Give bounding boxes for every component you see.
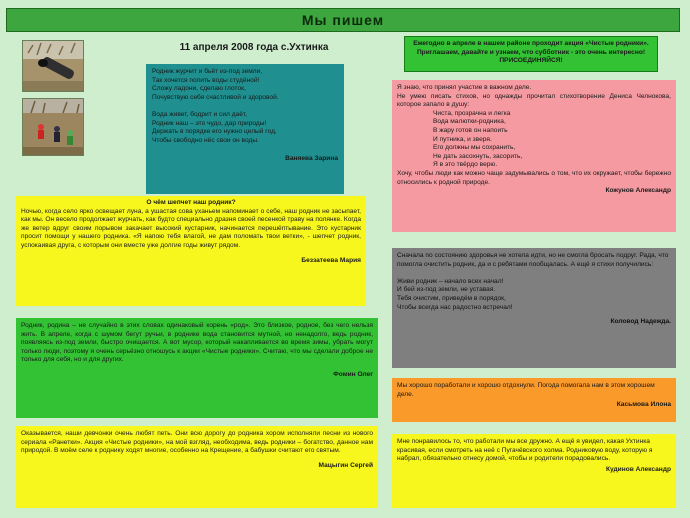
article-author: Ваняева Зарина — [285, 155, 338, 163]
article-kudinov — [392, 434, 676, 508]
article-author: Кожунов Александр — [605, 187, 671, 195]
photo-pipe-spring — [22, 40, 84, 92]
article-text-intro: Я знаю, что принял участие в важном деле. Не умею писать стихов, но однажды прочитал стихотворение Дениса Челнокова, которое запало в душу: — [397, 84, 671, 109]
notice-text: Ежегодно в апреле в нашем районе проходит акция «Чистые родники». Приглашаем, давайте и узнаем, что субботник - это очень интересно! ПРИСОЕДИНЯЙСЯ! — [413, 40, 649, 65]
article-text: Мы хорошо поработали и хорошо отдохнули. Погода помогала нам в этом хорошем деле. — [397, 382, 655, 398]
article-author: Фомин Олег — [333, 370, 373, 378]
article-ilona — [392, 378, 676, 422]
article-girls — [16, 426, 378, 508]
article-author: Коловод Надежда. — [610, 318, 671, 326]
article-text: Родник журчит и бьёт из-под земли, Так хочется попить воды студёной! Сложу ладони, сделаю глоток, Почувствую себя счастливой и здоровой. Вода живет, бодрит и сил даёт, Родник наш – это чудо, дар природы! Держать в порядке его нужно целый год, Чтобы свободно нёс свои он воды. — [152, 68, 279, 144]
article-author: Беззатеева Мария — [301, 256, 361, 264]
article-text: Сначала по состоянию здоровья не хотела идти, но не смогла бросать подруг. Рада, что помогла очистить родник, да и с ребятами пообщалась. А ещё я стихи получились: Живи родник – начало всех начал! И бей из-под земли, не уставая. Тебя очистим, приведём в порядок, Чтобы всегда нас радостно встречал! — [397, 252, 669, 311]
article-text: Мне понравилось то, что работали мы все дружно. А ещё я увидел, какая Ухтинка красивая, если смотреть на неё с Пугачёвского холма. Родниковую воду, которую я набрал, обязательно отнесу домой, чтобы и родители порадовались. — [397, 438, 653, 463]
article-text: Ночью, когда село ярко освещает луна, а ушастая сова уханьем напоминает о себе, наш родник не засыпает, как мы. Он весело продолжает журчать, как будто специально дразня своей песенкой траву на полянке. Когда же ветер вдруг своим порывом закачает высокий кустарник, начинается перешёптывание. Это кустарник просит помощи у нашего родника. «Я напою тебя влагой, не дам поломать твои ветки», - шепчет родник, успокаивая друга, с которым они вместе уже долгие годы живут рядом. — [21, 207, 361, 249]
article-nadezhda — [392, 248, 676, 368]
notice-box — [404, 36, 658, 72]
article-author: Касьмова Илона — [616, 401, 671, 409]
article-text: Родник, родина – не случайно в этих словах одинаковый корень «род». Это близкое, родное, без чего нельзя жить. В апреле, когда с шумом бегут ручьи, в роднике вода становится мутной, но ненадолго, ведь родник, появляясь из-под земли, быстро очищается. А вот мусор, который накапливается во время зимы, убрать могут только люди, поэтому я очень серьёзно отношусь к акции «Чистые родники». Считаю, что мы сделали доброе не только для себя, но и для других. — [21, 322, 373, 364]
article-poem: Чиста, прозрачна и легка Вода малютки-родника, В жару готов он напоить И путника, и зверя. Его должны мы сохранить, Не дать засохнуть, засорить, Я в это твёрдо верю. — [433, 109, 523, 169]
article-poem-vanyaeva — [146, 64, 344, 194]
date-line: 11 апреля 2008 года с.Ухтинка — [179, 42, 329, 53]
header-banner — [6, 8, 680, 32]
article-rodina — [16, 318, 378, 418]
article-whisper — [16, 196, 366, 306]
article-author: Кудинов Александр — [605, 465, 671, 473]
volunteers-photo-icon — [23, 99, 84, 156]
pipe-photo-icon — [23, 41, 84, 92]
article-author: Мацыгин Сергей — [318, 461, 373, 469]
article-kozhunov — [392, 80, 676, 232]
photo-volunteers — [22, 98, 84, 156]
article-text: Оказывается, наши девчонки очень любят петь. Они всю дорогу до родника хором исполняли песни из нового сериала «Ранетки». Акция «Чистые родники», на мой взгляд, необходима, ведь родники – богатство, данное нам природой. В моём селе к роднику ходят многие, особенно на Крещение, а бабушки считают его святым. — [21, 430, 373, 455]
page-title: Мы пишем — [301, 12, 385, 28]
article-heading: О чём шепчет наш родник? — [146, 199, 236, 206]
article-text-outro: Хочу, чтобы люди как можно чаще задумывались о том, что их окружает, чтобы бережно относились к родной природе. — [397, 169, 671, 186]
